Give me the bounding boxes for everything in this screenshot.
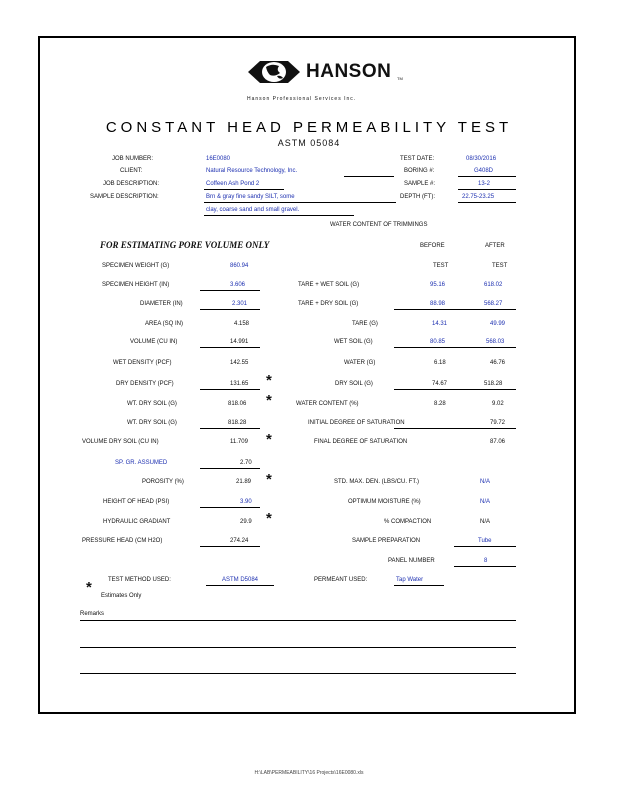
left-row-value: 142.55 (230, 360, 249, 366)
job-number-label: JOB NUMBER: (112, 156, 154, 162)
right-row-before: 88.98 (430, 301, 446, 307)
left-row-value: 14.991 (230, 339, 249, 345)
right-row-before: 74.67 (432, 381, 448, 387)
sample-description-line2: clay, coarse sand and small gravel. (206, 207, 300, 213)
right-row-label: INITIAL DEGREE OF SATURATION (308, 420, 405, 426)
left-row-label: SPECIMEN HEIGHT (IN) (102, 282, 170, 288)
right-row-underline (394, 428, 516, 429)
right-row-underline (394, 347, 516, 348)
right-row-after: 9.02 (492, 401, 504, 407)
job-description-label: JOB DESCRIPTION: (103, 181, 160, 187)
test-date-value: 08/30/2016 (466, 156, 497, 162)
left-row-value: 818.28 (228, 420, 247, 426)
left-row-label: WT. DRY SOIL (G) (127, 420, 177, 426)
left-row-label: VOLUME DRY SOIL (CU IN) (82, 439, 159, 445)
optimum-moisture-value: N/A (480, 499, 491, 505)
panel-number-underline (454, 566, 516, 567)
optimum-moisture-label: OPTIMUM MOISTURE (%) (348, 499, 421, 505)
section-title: FOR ESTIMATING PORE VOLUME ONLY (100, 240, 270, 250)
remarks-line (80, 673, 516, 674)
right-row-after: 518.28 (484, 381, 503, 387)
left-row-label: HEIGHT OF HEAD (PSI) (103, 499, 170, 505)
left-row-value: 4.158 (234, 321, 250, 327)
estimates-asterisk: * (86, 579, 92, 596)
permeant-label: PERMEANT USED: (314, 577, 368, 583)
job-description-value: Coffeen Ash Pond 2 (206, 181, 260, 187)
sample-underline (458, 189, 516, 190)
remarks-line (80, 620, 516, 621)
after-header: AFTER (485, 243, 505, 249)
job-description-underline (204, 189, 284, 190)
right-row-before: 6.18 (434, 360, 446, 366)
after-test-header: TEST (492, 263, 508, 269)
left-row-label: POROSITY (%) (142, 479, 184, 485)
left-row-underline (200, 468, 260, 469)
right-row-label: WET SOIL (G) (334, 339, 373, 345)
right-row-after: 618.02 (484, 282, 503, 288)
right-row-label: TARE (G) (352, 321, 378, 327)
panel-number-label: PANEL NUMBER (388, 558, 435, 564)
before-test-header: TEST (433, 263, 449, 269)
client-label: CLIENT: (120, 168, 143, 174)
right-row-after: 87.06 (490, 439, 506, 445)
left-row-label: WET DENSITY (PCF) (113, 360, 172, 366)
trademark: TM (397, 76, 403, 81)
left-row-label: DRY DENSITY (PCF) (116, 381, 174, 387)
right-row-label: FINAL DEGREE OF SATURATION (314, 439, 408, 445)
boring-underline (458, 176, 516, 177)
left-row-underline (200, 507, 260, 508)
estimate-asterisk: * (266, 372, 272, 389)
sample-label: SAMPLE #: (404, 181, 436, 187)
left-row-value: 131.65 (230, 381, 249, 387)
client-value: Natural Resource Technology, Inc. (206, 168, 298, 174)
sample-prep-underline (454, 546, 516, 547)
compaction-label: % COMPACTION (384, 519, 432, 525)
right-row-label: WATER CONTENT (%) (296, 401, 359, 407)
right-row-label: TARE + WET SOIL (G) (298, 282, 360, 288)
client-underline (344, 176, 394, 177)
right-row-underline (394, 309, 516, 310)
sample-description-label: SAMPLE DESCRIPTION: (90, 194, 159, 200)
water-content-trimmings-label: WATER CONTENT OF TRIMMINGS (330, 222, 428, 228)
left-row-label: HYDRAULIC GRADIANT (103, 519, 171, 525)
left-row-underline (200, 309, 260, 310)
left-row-label: VOLUME (CU IN) (130, 339, 178, 345)
file-path-footer: H:\LAB\PERMEABILITY\16 Projects\16E0080.xls (254, 770, 364, 776)
right-row-after: 79.72 (490, 420, 506, 426)
right-row-after: 568.27 (484, 301, 503, 307)
right-row-after: 568.03 (486, 339, 505, 345)
left-row-value: 29.9 (240, 519, 252, 525)
boring-value: G408D (474, 168, 494, 174)
estimate-asterisk: * (266, 510, 272, 527)
hanson-globe-logo-icon (246, 58, 302, 86)
page-title: CONSTANT HEAD PERMEABILITY TEST (105, 119, 513, 136)
left-row-value: 3.606 (230, 282, 246, 288)
right-row-label: TARE + DRY SOIL (G) (298, 301, 359, 307)
left-row-value: 11.709 (230, 439, 248, 445)
left-row-label: DIAMETER (IN) (140, 301, 183, 307)
sample-prep-label: SAMPLE PREPARATION (352, 538, 421, 544)
test-method-underline (206, 585, 274, 586)
left-row-value: 274.24 (230, 538, 249, 544)
estimate-asterisk: * (266, 431, 272, 448)
depth-underline (458, 202, 516, 203)
right-row-underline (394, 389, 516, 390)
right-row-label: DRY SOIL (G) (335, 381, 373, 387)
remarks-line (80, 647, 516, 648)
right-row-before: 8.28 (434, 401, 446, 407)
test-method-value: ASTM D5084 (222, 577, 259, 583)
before-header: BEFORE (420, 243, 445, 249)
left-row-value: 2.301 (232, 301, 248, 307)
page-subtitle: ASTM 05084 (277, 138, 341, 148)
company-tagline: Hanson Professional Services Inc. (247, 96, 357, 102)
left-row-underline (200, 546, 260, 547)
right-row-before: 95.16 (430, 282, 446, 288)
estimate-asterisk: * (266, 392, 272, 409)
left-row-label: SP. GR. ASSUMED (115, 460, 168, 466)
permeant-value: Tap Water (396, 577, 424, 583)
left-row-label: SPECIMEN WEIGHT (G) (102, 263, 170, 269)
left-row-label: AREA (SQ IN) (145, 321, 184, 327)
right-row-before: 14.31 (432, 321, 448, 327)
left-row-value: 2.70 (240, 460, 252, 466)
permeant-underline (394, 585, 444, 586)
left-row-label: PRESSURE HEAD (CM H2O) (82, 538, 163, 544)
test-date-label: TEST DATE: (400, 156, 435, 162)
left-row-underline (200, 290, 260, 291)
panel-number-value: 8 (484, 558, 488, 564)
depth-value: 22.75-23.25 (462, 194, 495, 200)
test-method-label: TEST METHOD USED: (108, 577, 171, 583)
left-row-value: 860.94 (230, 263, 249, 269)
right-row-label: WATER (G) (344, 360, 376, 366)
boring-label: BORING #: (404, 168, 435, 174)
left-row-value: 21.89 (236, 479, 252, 485)
left-row-underline (200, 428, 260, 429)
job-number-value: 16E0080 (206, 156, 231, 162)
right-row-before: 80.85 (430, 339, 446, 345)
std-max-den-label: STD. MAX. DEN. (LBS/CU. FT.) (334, 479, 420, 485)
std-max-den-value: N/A (480, 479, 491, 485)
left-row-underline (200, 347, 260, 348)
sample-prep-value: Tube (478, 538, 492, 544)
sample-value: 13-2 (478, 181, 491, 187)
left-row-value: 3.90 (240, 499, 252, 505)
estimates-note: Estimates Only (101, 593, 142, 599)
compaction-value: N/A (480, 519, 491, 525)
sample-description-line1: Brn & gray fine sandy SILT, some (206, 194, 295, 200)
left-row-underline (200, 389, 260, 390)
sample-description-underline-1 (204, 202, 396, 203)
depth-label: DEPTH (FT): (400, 194, 435, 200)
left-row-value: 818.06 (228, 401, 247, 407)
sample-description-underline-2 (204, 215, 354, 216)
remarks-label: Remarks (80, 611, 105, 617)
company-logo-text: HANSON (306, 61, 392, 82)
right-row-after: 46.76 (490, 360, 506, 366)
right-row-after: 49.99 (490, 321, 506, 327)
estimate-asterisk: * (266, 471, 272, 488)
left-row-label: WT. DRY SOIL (G) (127, 401, 177, 407)
